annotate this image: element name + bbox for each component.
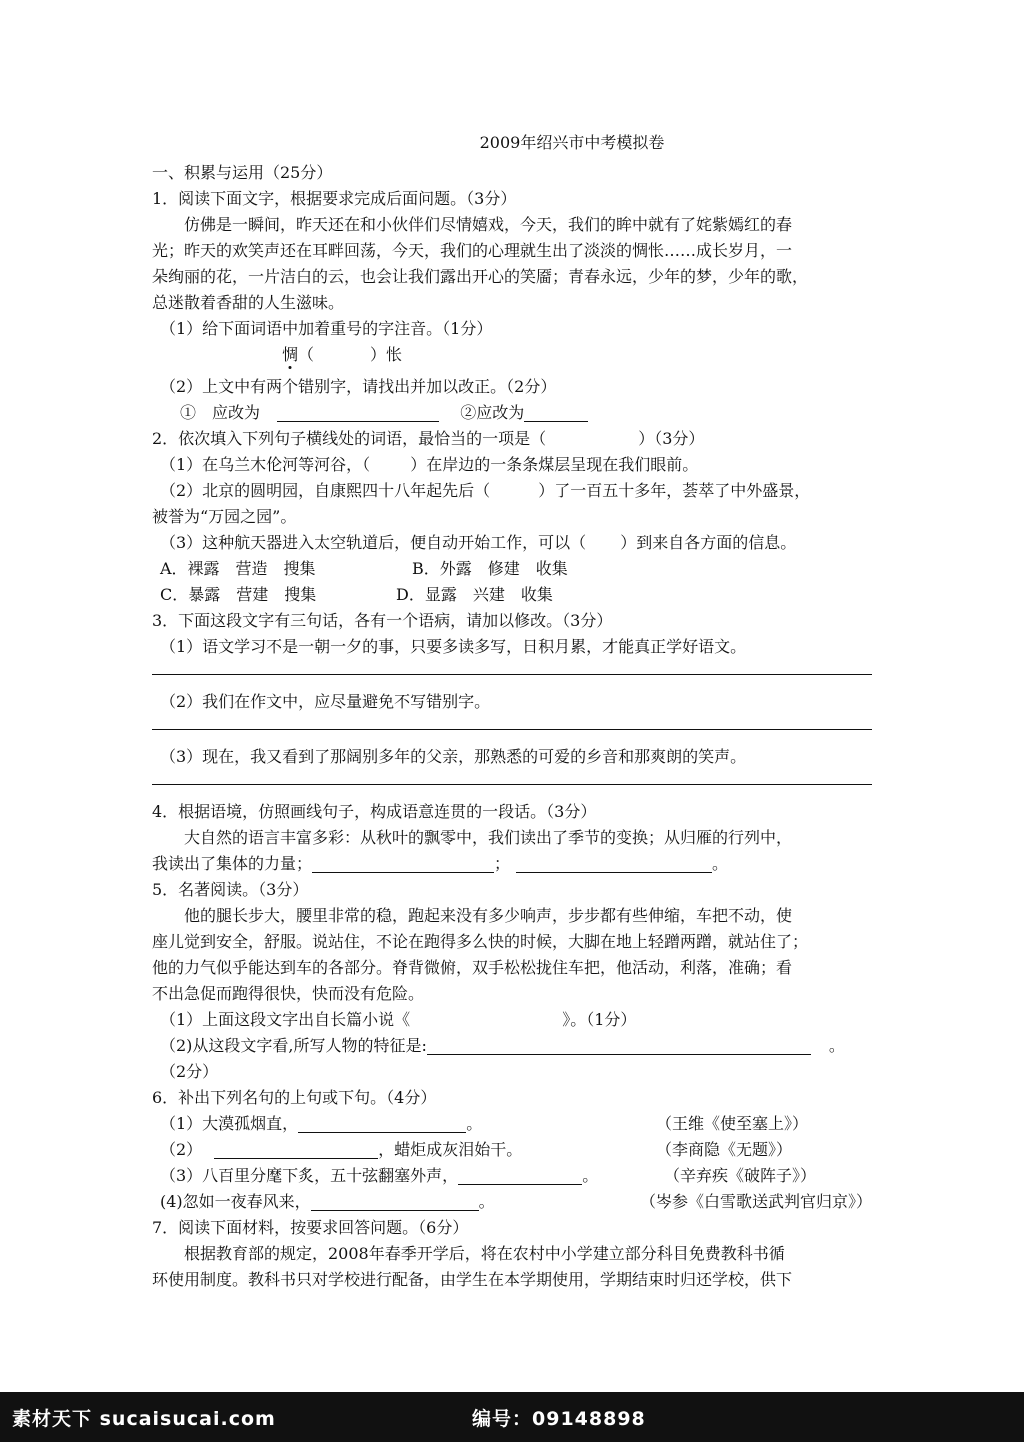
q5-passage-line: 座儿觉到安全，舒服。说站住，不论在跑得多么快的时候，大脚在地上轻蹭两蹭，就站住了； — [152, 932, 809, 951]
q2-s3-rest: ）到来自各方面的信息。 — [620, 533, 797, 552]
correction-blank-1[interactable] — [277, 403, 439, 422]
q1-sub2-answer — [152, 400, 872, 426]
q2-s1-text: （1）在乌兰木伦河等河谷，（ — [160, 455, 371, 474]
q2-heading-text: 2．依次填入下列句子横线处的词语，最恰当的一项是（ — [152, 429, 547, 448]
q5-sub2-end: 。 — [828, 1036, 845, 1055]
paren-close: ）怅 — [370, 345, 403, 364]
option-a[interactable]: A．裸露 营造 搜集 — [160, 559, 316, 578]
exam-title: 2009年绍兴市中考模拟卷 — [479, 133, 665, 152]
q2-s3-text: （3）这种航天器进入太空轨道后，便自动开始工作，可以（ — [160, 533, 587, 552]
q3-sentence-1: （1）语文学习不是一朝一夕的事，只要多读多写，日积月累，才能真正学好语文。 — [160, 637, 747, 656]
q5-heading: 5．名著阅读。（3分） — [152, 880, 309, 899]
option-d[interactable]: D．显露 兴建 收集 — [396, 585, 553, 604]
option-b[interactable]: B．外露 修建 收集 — [412, 559, 568, 578]
q6-l2-source: （李商隐《无题》） — [655, 1140, 792, 1159]
q1-sub2: （2）上文中有两个错别字，请找出并加以改正。（2分） — [160, 377, 557, 396]
q1-sub1-answer — [152, 342, 872, 368]
q1-passage-line: 光；昨天的欢笑声还在耳畔回荡，今天，我们的心理就生出了淡淡的惆怅……成长岁月，一 — [152, 241, 793, 260]
q4-fill-line — [152, 851, 872, 877]
q6-line-4 — [152, 1189, 872, 1215]
q3-sentence-3: （3）现在，我又看到了那阔别多年的父亲，那熟悉的可爱的乡音和那爽朗的笑声。 — [160, 747, 747, 766]
q5-sub2-text: （2)从这段文字看,所写人物的特征是: — [160, 1036, 427, 1055]
q6-l2-blank[interactable] — [214, 1140, 378, 1159]
q4-text: 我读出了集体的力量； — [152, 854, 313, 873]
correction-label-1: ① 应改为 — [180, 403, 261, 422]
q5-sub2 — [152, 1033, 872, 1059]
q5-sub1-text: （1）上面这段文字出自长篇小说《 — [160, 1010, 411, 1029]
paren-open: （ — [298, 345, 315, 364]
q4-passage-line: 大自然的语言丰富多彩：从秋叶的飘零中，我们读出了季节的变换；从归雁的行列中， — [184, 828, 793, 847]
q7-heading: 7．阅读下面材料，按要求回答问题。（6分） — [152, 1218, 469, 1237]
q6-line-1 — [152, 1111, 872, 1137]
q6-l3-end: 。 — [582, 1166, 599, 1185]
q3-sentence-2: （2）我们在作文中，应尽量避免不写错别字。 — [160, 692, 491, 711]
q5-sub1 — [152, 1007, 872, 1033]
q5-sub1-score: 》。（1分） — [562, 1010, 637, 1029]
q2-options-row-1 — [152, 556, 872, 582]
q6-heading: 6．补出下列名句的上句或下句。（4分） — [152, 1088, 437, 1107]
q2-heading — [152, 426, 872, 452]
q2-s2-rest: ）了一百五十多年，荟萃了中外盛景， — [538, 481, 811, 500]
q6-l2-rest: ，蜡炬成灰泪始干。 — [378, 1140, 523, 1159]
q1-sub1: （1）给下面词语中加着重号的字注音。（1分） — [160, 319, 493, 338]
q6-l3-text: （3）八百里分麾下炙，五十弦翻塞外声， — [160, 1166, 459, 1185]
q1-passage-line: 总迷散着香甜的人生滋味。 — [152, 293, 345, 312]
q6-l2-text: （2） — [160, 1140, 203, 1159]
option-c[interactable]: C．暴露 营建 搜集 — [160, 585, 317, 604]
q2-score: ）（3分） — [638, 429, 705, 448]
q1-heading: 1．阅读下面文字，根据要求完成后面问题。（3分） — [152, 189, 517, 208]
q5-sub2-blank[interactable] — [427, 1036, 811, 1055]
q4-blank-1[interactable] — [312, 854, 494, 873]
q4-end: 。 — [712, 854, 729, 873]
q6-l3-blank[interactable] — [458, 1166, 582, 1185]
watermark-brand: 素材天下 sucaisucai.com — [12, 1408, 276, 1430]
q2-sentence-2 — [152, 478, 872, 504]
q5-sub2-score: （2分） — [160, 1062, 219, 1081]
q2-sentence-2-cont: 被誉为“万园之园”。 — [152, 507, 297, 526]
q3-answer-line-1[interactable] — [152, 660, 872, 675]
q6-l3-source: （辛弃疾《破阵子》） — [663, 1166, 816, 1185]
q4-separator: ； — [494, 854, 511, 873]
q2-s2-text: （2）北京的圆明园，自康熙四十八年起先后（ — [160, 481, 491, 500]
q6-l4-blank[interactable] — [311, 1192, 479, 1211]
q6-line-3 — [152, 1163, 872, 1189]
q6-l1-end: 。 — [466, 1114, 483, 1133]
section-heading: 一、积累与运用（25分） — [152, 163, 333, 182]
q6-l4-end: 。 — [478, 1192, 495, 1211]
q2-options-row-2 — [152, 582, 872, 608]
correction-label-2: ②应改为 — [460, 403, 525, 422]
q6-line-2 — [152, 1137, 872, 1163]
q4-blank-2[interactable] — [516, 854, 712, 873]
q1-passage-line: 仿佛是一瞬间，昨天还在和小伙伴们尽情嬉戏，今天，我们的眸中就有了姹紫嫣红的春 — [184, 215, 793, 234]
q2-sentence-3 — [152, 530, 872, 556]
correction-blank-2[interactable] — [524, 403, 588, 422]
q6-l1-source: （王维《使至塞上》） — [655, 1114, 808, 1133]
q3-heading: 3．下面这段文字有三句话，各有一个语病，请加以修改。（3分） — [152, 611, 613, 630]
watermark-footer — [0, 1392, 1024, 1442]
q6-l4-source: （岑参《白雪歌送武判官归京》） — [639, 1192, 872, 1211]
q3-answer-line-2[interactable] — [152, 715, 872, 730]
q6-l1-text: （1）大漠孤烟直， — [160, 1114, 299, 1133]
q1-passage-line: 朵绚丽的花，一片洁白的云，也会让我们露出开心的笑靥；青春永远，少年的梦，少年的歌， — [152, 267, 809, 286]
q2-sentence-1 — [152, 452, 872, 478]
q7-passage-line: 根据教育部的规定，2008年春季开学后，将在农村中小学建立部分科目免费教科书循 — [184, 1244, 785, 1263]
exam-content — [152, 126, 872, 1293]
watermark-code: 编号：09148898 — [472, 1408, 646, 1430]
q5-passage-line: 不出急促而跑得很快，快而没有危险。 — [152, 984, 425, 1003]
q5-passage-line: 他的力气似乎能达到车的各部分。脊背微俯，双手松松拢住车把，他活动，利落，准确；看 — [152, 958, 793, 977]
q4-heading: 4．根据语境，仿照画线句子，构成语意连贯的一段话。（3分） — [152, 802, 597, 821]
q6-l4-text: (4)忽如一夜春风来， — [160, 1192, 311, 1211]
q2-s1-rest: ）在岸边的一条条煤层呈现在我们眼前。 — [410, 455, 699, 474]
q3-answer-line-3[interactable] — [152, 770, 872, 785]
q6-l1-blank[interactable] — [298, 1114, 466, 1133]
q5-passage-line: 他的腿长步大，腰里非常的稳，跑起来没有多少响声，步步都有些伸缩，车把不动，使 — [184, 906, 793, 925]
emphasis-char: 惆 — [282, 345, 299, 364]
q7-passage-line: 环使用制度。教科书只对学校进行配备，由学生在本学期使用，学期结束时归还学校，供下 — [152, 1270, 793, 1289]
